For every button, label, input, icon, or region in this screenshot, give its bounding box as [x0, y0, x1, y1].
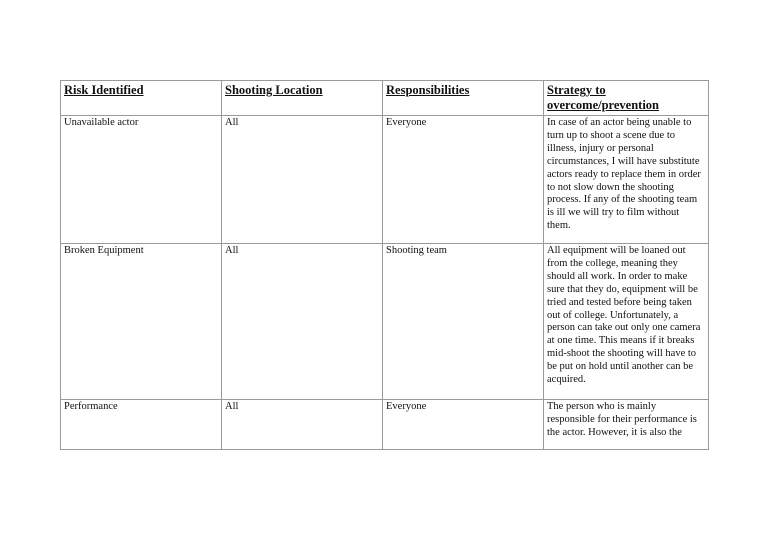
cell-risk: Broken Equipment: [61, 244, 222, 400]
table-row: [61, 244, 709, 400]
header-shooting-location: Shooting Location: [222, 81, 383, 116]
header-risk-identified: Risk Identified: [61, 81, 222, 116]
table-row: [61, 116, 709, 244]
header-responsibilities: Responsibilities: [383, 81, 544, 116]
cell-strategy: All equipment will be loaned out from the college, meaning they should all work. In order to make sure that they do, equipment will be tried and tested before being taken out of college. Unfortunately, a person can take out only one camera at one time. This means if it breaks mid-shoot the shooting will have to be put on hold until another can be acquired.: [544, 244, 709, 400]
cell-strategy: The person who is mainly responsible for their performance is the actor. However, it is also the: [544, 400, 709, 450]
cell-risk: Unavailable actor: [61, 116, 222, 244]
cell-responsibility: Everyone: [383, 116, 544, 244]
cell-risk: Performance: [61, 400, 222, 450]
cell-responsibility: Everyone: [383, 400, 544, 450]
table-header-row: [61, 81, 709, 116]
header-strategy: Strategy to overcome/prevention: [544, 81, 709, 116]
risk-assessment-table: [60, 80, 709, 450]
table-row: [61, 400, 709, 450]
cell-location: All: [222, 244, 383, 400]
cell-responsibility: Shooting team: [383, 244, 544, 400]
cell-strategy: In case of an actor being unable to turn up to shoot a scene due to illness, injury or personal circumstances, I will have substitute actors ready to replace them in order to not slow down the shooting process. If any of the shooting team is ill we will try to film without them.: [544, 116, 709, 244]
cell-location: All: [222, 400, 383, 450]
cell-location: All: [222, 116, 383, 244]
